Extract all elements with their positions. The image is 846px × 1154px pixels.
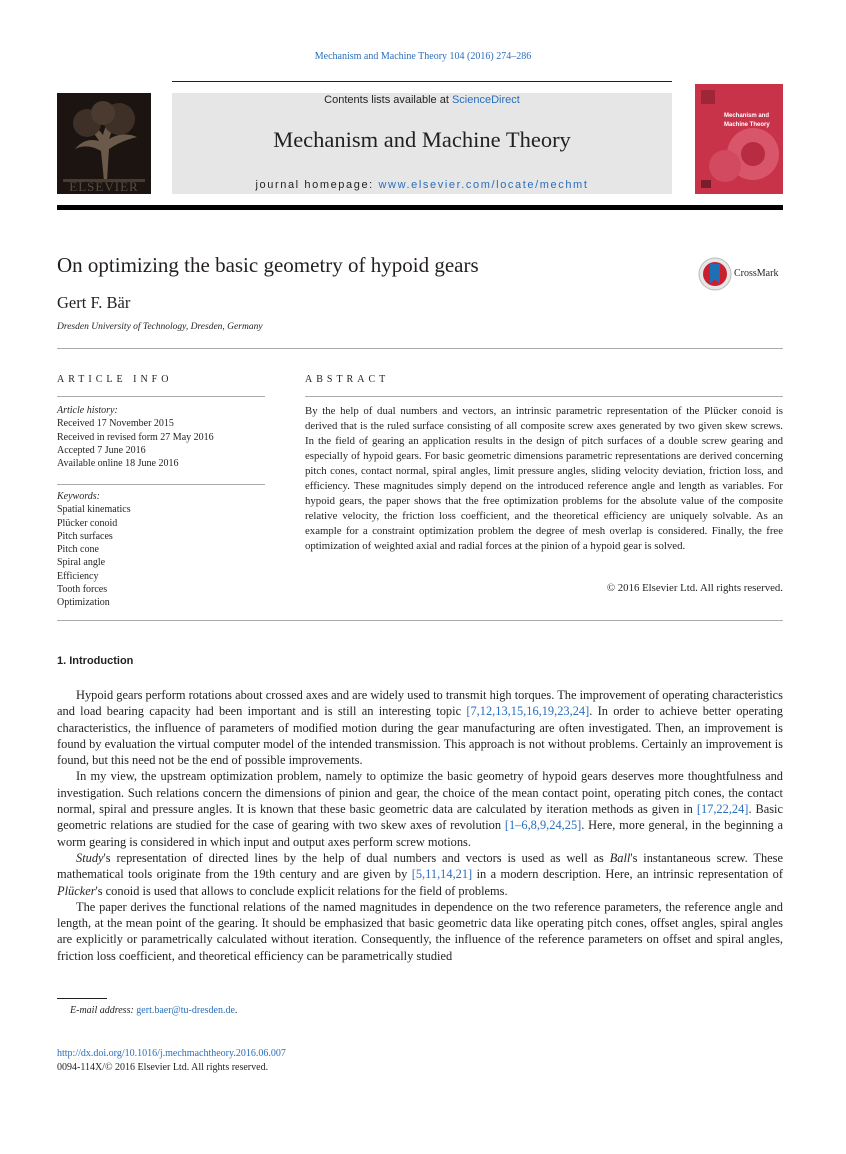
paragraph: The paper derives the functional relations of the named magnitudes in dependence on the two reference parameters, the reference angle and length, at the mean point of the gearing. It should be emphasized that basic geometric data like operating pitch cones, offset angles, spiral angles are explicitly or parametrically calculated without iteration. Consequently, the influence of the reference parameters on offset and spiral angles, friction loss coefficient, and theoretical efficiency can be parametrically studied bbox=[57, 899, 783, 963]
elsevier-wordmark: ELSEVIER bbox=[69, 179, 139, 194]
keyword: Plücker conoid bbox=[57, 517, 118, 529]
paragraph: Study's representation of directed lines by the help of dual numbers and vectors is used as well as Ball's instantaneous screw. These mathematical tools originate from the 19th century and are given by [5,11,14,21] in a modern description. Here, an intrinsic representation of Plücker's conoid is used that allows to conclude explicit relations for the field of problems. bbox=[57, 850, 783, 898]
article-title: On optimizing the basic geometry of hypoid gears bbox=[57, 253, 479, 277]
abstract-rule bbox=[305, 396, 783, 397]
history-item: Received 17 November 2015 bbox=[57, 418, 174, 430]
footnote-email: E-mail address: gert.baer@tu-dresden.de. bbox=[70, 1005, 238, 1016]
cover-gear-graphic bbox=[695, 84, 783, 194]
abstract-text: By the help of dual numbers and vectors, an intrinsic parametric representation of the Plücker conoid is derived that is the ruled surface consisting of all composite screw axes generated by two given skew screws. In the field of gearing an application results in the design of pitch surfaces of a double screw gearing and especially of hypoid gears. For basic geometric dimensions parametric representations are derived concerning pitch cones, contact normal, spiral angles, limit pressure angles, sliding velocity deviation, friction loss, and efficiency. These magnitudes simply depend on the introduced reference angle and length as variables. For hypoid gears, the paper shows that the free optimization problems for the absolute value of the composite relative velocity, the friction loss coefficient, and the theoretical efficiency are uniquely solvable. As an example for a constraint optimization problem the degree of mesh overlap is considered. Finally, the free optimization of weighted axial and radial forces at the pinion of a hypoid gear is solved. bbox=[305, 405, 783, 552]
journal-banner bbox=[172, 93, 672, 194]
crossmark-label[interactable]: CrossMark bbox=[734, 268, 779, 279]
reference-link[interactable]: [17,22,24] bbox=[696, 802, 749, 817]
affiliation: Dresden University of Technology, Dresden, Germany bbox=[57, 322, 263, 332]
elsevier-logo bbox=[57, 93, 151, 194]
abstract-copyright: © 2016 Elsevier Ltd. All rights reserved. bbox=[606, 582, 783, 594]
reference-link[interactable]: [5,11,14,21] bbox=[411, 867, 473, 882]
crossmark-icon[interactable] bbox=[698, 257, 732, 291]
article-info-heading: ARTICLE INFO bbox=[57, 374, 173, 385]
journal-citation[interactable] bbox=[0, 51, 846, 62]
footnote-rule bbox=[57, 998, 107, 999]
paragraph: Hypoid gears perform rotations about crossed axes and are widely used to transmit high torques. The improvement of operating characteristics and load bearing capacity had been important and is still an interesting topic [7,12,13,15,16,19,23,24]. In order to achieve better operating characteristics, the influence of parameters of modified motion during the gear manufacturing are often investigated. Then, an improvement is found by evaluation the virtual computer model of the intended transmission. This approach is not without problems. Certainly an improvement is found, but this need not be the end of possible improvements. bbox=[57, 688, 783, 768]
history-item: Available online 18 June 2016 bbox=[57, 458, 179, 470]
doi-link[interactable]: http://dx.doi.org/10.1016/j.mechmachtheory.2016.06.007 bbox=[57, 1048, 286, 1059]
keyword: Pitch surfaces bbox=[57, 530, 113, 542]
introduction-body bbox=[57, 687, 783, 964]
keyword: Efficiency bbox=[57, 570, 99, 582]
keyword: Spatial kinematics bbox=[57, 504, 131, 516]
article-info-rule bbox=[57, 396, 265, 397]
keyword: Optimization bbox=[57, 597, 110, 609]
contents-line: Contents lists available at ScienceDirect bbox=[324, 94, 520, 106]
paragraph: In my view, the upstream optimization problem, namely to optimize the basic geometry of hypoid gears deserves more thoughtfulness and investigation. Such relations concern the dimensions of pinion and gear, the choice of the mean contact point, operating pitch cones, the contact normal, spiral and pressure angles. It is known that these basic geometric data are calculated by iteration methods as given in [17,22,24]. Basic geometric relations are studied for the case of gearing with two skew axes of revolution [1–6,8,9,24,25]. Here, more general, in the beginning a worm gearing is considered in which input and output axes perform screw motions. bbox=[57, 769, 783, 849]
crossmark-badge[interactable] bbox=[698, 257, 732, 296]
issn-copyright: 0094-114X/© 2016 Elsevier Ltd. All rights reserved. bbox=[57, 1062, 269, 1073]
title-divider bbox=[57, 348, 783, 349]
keyword: Tooth forces bbox=[57, 584, 108, 596]
homepage-link[interactable]: www.elsevier.com/locate/mechmt bbox=[378, 179, 589, 191]
header-rule bbox=[172, 81, 672, 82]
author-name: Gert F. Bär bbox=[57, 293, 131, 312]
article-history: Article history: Received 17 November 2015 Received in revised form 27 May 2016 Accepted 7 June 2016 Available online 18 June 2016 bbox=[57, 404, 267, 470]
abstract-heading: ABSTRACT bbox=[305, 374, 390, 385]
abstract-divider bbox=[57, 620, 783, 621]
keywords-list: Keywords: Spatial kinematics Plücker conoid Pitch surfaces Pitch cone Spiral angle Efficiency Tooth forces Optimization bbox=[57, 490, 267, 610]
section-heading: 1. Introduction bbox=[57, 655, 134, 667]
history-item: Accepted 7 June 2016 bbox=[57, 444, 146, 456]
history-item: Received in revised form 27 May 2016 bbox=[57, 431, 214, 443]
journal-homepage: journal homepage: www.elsevier.com/locate/mechmt bbox=[255, 179, 589, 191]
citation-link[interactable]: Mechanism and Machine Theory 104 (2016) 274–286 bbox=[314, 51, 532, 62]
email-link[interactable]: gert.baer@tu-dresden.de bbox=[136, 1005, 235, 1016]
journal-title: Mechanism and Machine Theory bbox=[273, 127, 571, 152]
reference-link[interactable]: [1–6,8,9,24,25] bbox=[504, 818, 582, 833]
keyword: Spiral angle bbox=[57, 557, 106, 569]
keyword: Pitch cone bbox=[57, 544, 99, 556]
cover-title: Mechanism and Machine Theory bbox=[724, 113, 770, 128]
journal-cover bbox=[695, 84, 783, 194]
header-thick-rule bbox=[57, 205, 783, 210]
keywords-rule bbox=[57, 484, 265, 485]
reference-link[interactable]: [7,12,13,15,16,19,23,24] bbox=[466, 704, 590, 719]
sciencedirect-link[interactable]: ScienceDirect bbox=[451, 94, 520, 106]
